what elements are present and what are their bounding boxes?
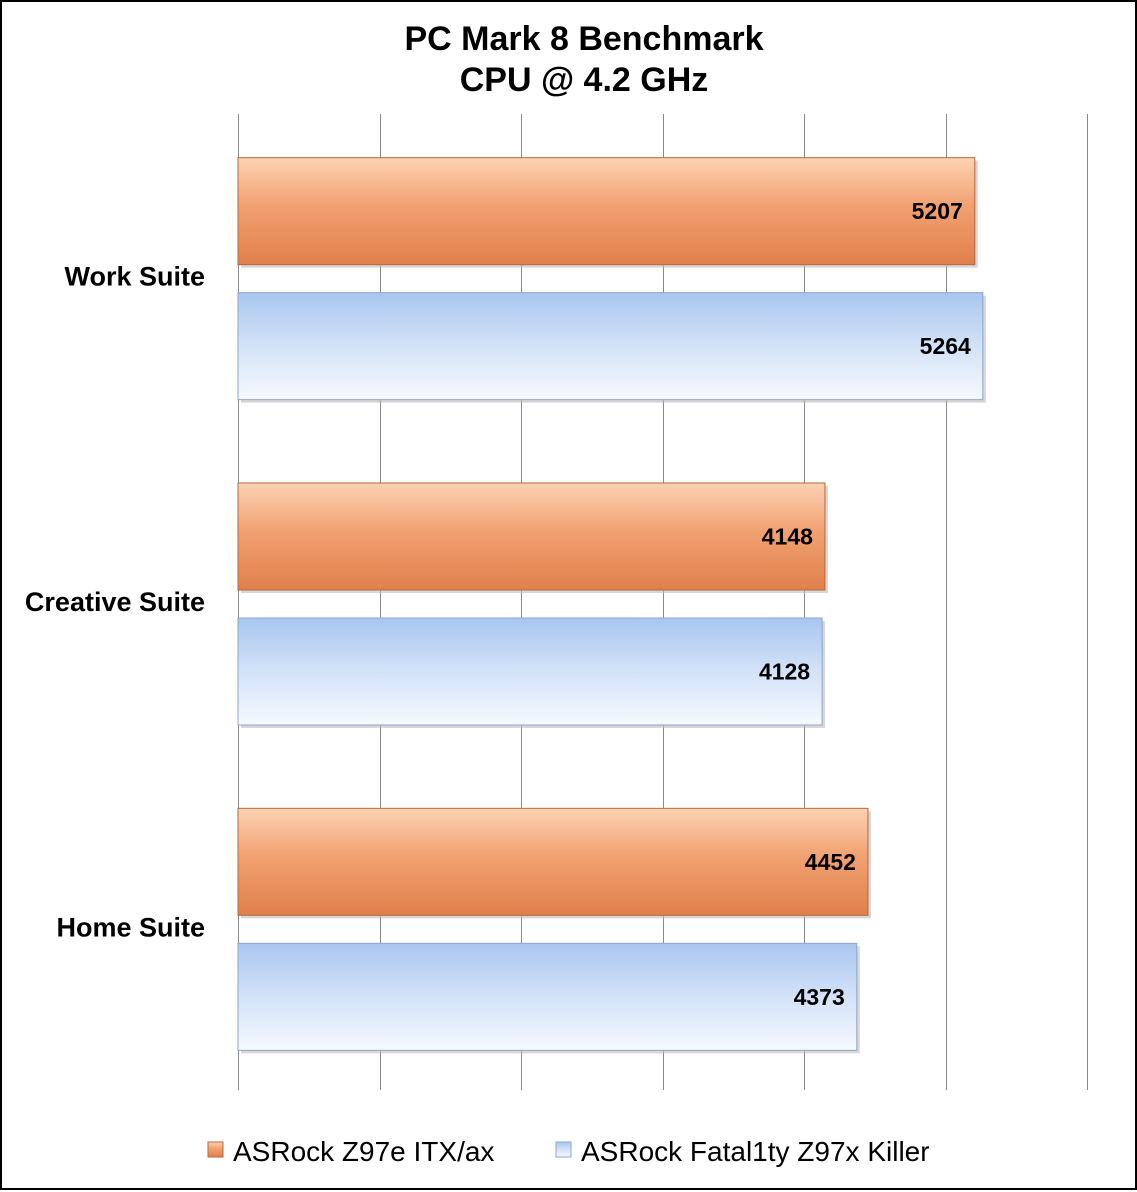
data-label: 5207 xyxy=(911,198,963,225)
category-label: Home Suite xyxy=(56,912,205,943)
bar-work-suite-series-2 xyxy=(238,293,983,400)
data-label: 4452 xyxy=(804,848,856,875)
category-label: Work Suite xyxy=(64,261,205,292)
bar-creative-suite-series-2 xyxy=(238,618,822,725)
legend-label: ASRock Z97e ITX/ax xyxy=(233,1136,495,1167)
bar-creative-suite-series-1 xyxy=(238,483,825,590)
chart-subtitle: CPU @ 4.2 GHz xyxy=(459,61,709,99)
bar-home-suite-series-1 xyxy=(238,808,868,915)
legend-swatch xyxy=(208,1142,223,1157)
chart-canvas xyxy=(2,2,1137,1192)
category-label: Creative Suite xyxy=(24,587,205,617)
chart-title: PC Mark 8 Benchmark xyxy=(404,20,764,58)
bar-home-suite-series-2 xyxy=(238,943,857,1050)
data-label: 4373 xyxy=(793,983,845,1010)
data-label: 4128 xyxy=(758,658,811,685)
bar-work-suite-series-1 xyxy=(238,158,975,265)
legend-label: ASRock Fatal1ty Z97x Killer xyxy=(581,1136,930,1167)
data-label: 5264 xyxy=(919,333,971,360)
legend-swatch xyxy=(556,1142,571,1157)
data-label: 4148 xyxy=(761,523,813,550)
